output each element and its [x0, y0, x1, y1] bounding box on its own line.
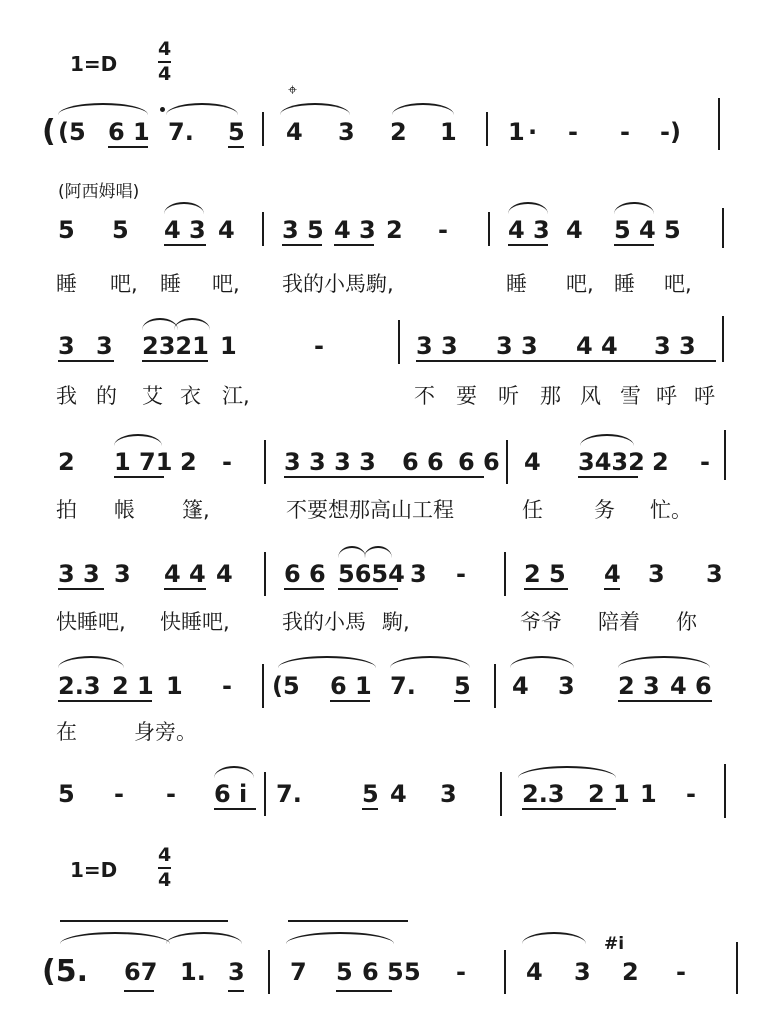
note: 4 — [604, 560, 621, 588]
lyric: 那 — [540, 384, 561, 408]
note: 6 6 — [284, 560, 326, 588]
note: 1 — [640, 780, 657, 808]
lyric: 駒, — [382, 610, 410, 634]
note: 3 — [574, 958, 591, 986]
lyric: 你 — [676, 610, 697, 634]
note: 4 4 — [164, 560, 206, 588]
note: - — [166, 780, 176, 808]
lyric: 在 — [56, 720, 77, 744]
note: 5 4 — [614, 216, 656, 244]
lyric: 艾 — [142, 384, 163, 408]
note: 4 — [566, 216, 583, 244]
note: 4 6 — [670, 672, 712, 700]
singer-label: (阿西姆唱) — [58, 182, 140, 202]
note: 3 — [96, 332, 113, 360]
note: 4 3 — [334, 216, 376, 244]
note: 2.3 — [58, 672, 101, 700]
note: 4 — [526, 958, 543, 986]
notation-row-4 — [0, 448, 772, 488]
lyric: 睡 — [56, 272, 77, 296]
note: 3 3 — [654, 332, 696, 360]
note: 2 1 — [112, 672, 154, 700]
notation-row-7 — [0, 780, 772, 820]
note: 1 — [166, 672, 183, 700]
key-signature-1 — [70, 38, 172, 85]
note: 3 — [440, 780, 457, 808]
note: 5654 — [338, 560, 405, 588]
note: (5 — [272, 672, 300, 700]
lyric: 忙。 — [650, 498, 692, 522]
lyric: 的 — [96, 384, 117, 408]
sharp-one: #i — [604, 934, 625, 954]
note: 5 — [362, 780, 379, 808]
note: - — [222, 672, 232, 700]
lyric: 吧, — [212, 272, 240, 296]
lyric: 快睡吧, — [56, 610, 126, 634]
lyric: 爷爷 — [520, 610, 562, 634]
lyric: 要 — [456, 384, 477, 408]
lyric: 睡 — [160, 272, 181, 296]
note: 4 — [524, 448, 541, 476]
lyric: 拍 — [56, 498, 77, 522]
note: 4 3 — [508, 216, 550, 244]
notation-row-6 — [0, 672, 772, 712]
note: - — [314, 332, 324, 360]
note: 2 — [622, 958, 639, 986]
note: 5 — [336, 958, 353, 986]
note: -) — [660, 118, 681, 146]
note: 1 71 — [114, 448, 173, 476]
note: 2 5 — [524, 560, 566, 588]
note: 3 — [410, 560, 427, 588]
key-label: 1=D — [70, 858, 118, 882]
note: 5 — [58, 780, 75, 808]
lyric: 江, — [222, 384, 250, 408]
note: 3 — [114, 560, 131, 588]
lyric: 务 — [594, 498, 615, 522]
note: 7. — [276, 780, 302, 808]
note: 2 — [386, 216, 403, 244]
note: 2 1 — [588, 780, 630, 808]
note: - — [686, 780, 696, 808]
note: 6 1 — [108, 118, 150, 146]
ts-top: 4 — [158, 844, 172, 866]
ts-bottom: 4 — [158, 869, 172, 891]
breath-mark: ⌖ — [288, 80, 298, 99]
note: 3 5 — [282, 216, 324, 244]
note: (5 — [58, 118, 86, 146]
note: 4 — [218, 216, 235, 244]
notation-row-1 — [0, 114, 772, 158]
note: - — [568, 118, 578, 146]
lyric: 我的小馬 — [282, 610, 366, 634]
notation-row-8 — [0, 954, 772, 998]
note: 1. — [180, 958, 206, 986]
note: 7 — [290, 958, 307, 986]
note: 4 4 — [576, 332, 618, 360]
note: 2 — [180, 448, 197, 476]
note: 4 — [390, 780, 407, 808]
lyric: 任 — [522, 498, 543, 522]
lyric: 听 — [498, 384, 519, 408]
note: 6 i — [214, 780, 248, 808]
note: - — [456, 958, 466, 986]
note: 1 — [220, 332, 237, 360]
note: 6 6 — [402, 448, 444, 476]
lyric: 呼 — [656, 384, 677, 408]
lyric: 快睡吧, — [160, 610, 230, 634]
note: - — [222, 448, 232, 476]
lyric: 不要想那高山工程 — [286, 498, 454, 522]
note: 4 3 — [164, 216, 206, 244]
note: 2 3 — [618, 672, 660, 700]
note: 7. — [168, 118, 194, 146]
note: 3 — [228, 958, 245, 986]
time-signature — [158, 40, 171, 84]
note: 5 — [58, 216, 75, 244]
note: 6 6 — [458, 448, 500, 476]
note: - — [114, 780, 124, 808]
lyric: 呼 — [694, 384, 715, 408]
lyric: 身旁。 — [134, 720, 197, 744]
note: 2.3 — [522, 780, 565, 808]
note: 3432 — [578, 448, 645, 476]
note: 6 1 — [330, 672, 372, 700]
notation-row-3 — [0, 332, 772, 372]
note: (5. — [42, 954, 88, 989]
note: - — [700, 448, 710, 476]
note: 3 — [706, 560, 723, 588]
note: 5 — [228, 118, 245, 146]
note: 1 — [508, 118, 525, 146]
lyric: 吧, — [664, 272, 692, 296]
note: 3 — [58, 332, 75, 360]
lyric: 风 — [580, 384, 601, 408]
note: 7. — [390, 672, 416, 700]
note: - — [438, 216, 448, 244]
note: 3 — [558, 672, 575, 700]
lyric: 衣 — [180, 384, 201, 408]
lyric: 吧, — [566, 272, 594, 296]
note: 5 — [454, 672, 471, 700]
lyric: 吧, — [110, 272, 138, 296]
note: - — [456, 560, 466, 588]
key-signature-2 — [70, 844, 172, 891]
note: - — [676, 958, 686, 986]
lyric: 我的小馬駒, — [282, 272, 394, 296]
note: 5 — [664, 216, 681, 244]
note: 2 — [390, 118, 407, 146]
note: · — [528, 118, 538, 146]
notation-row-2 — [0, 216, 772, 256]
paren-open: ( — [42, 114, 56, 149]
ts-top: 4 — [158, 38, 172, 60]
lyric: 睡 — [614, 272, 635, 296]
note: 4 — [216, 560, 233, 588]
note: 3 — [338, 118, 355, 146]
lyric: 陪着 — [598, 610, 640, 634]
lyric: 雪 — [620, 384, 641, 408]
note: 5 — [112, 216, 129, 244]
note: 6 5 — [362, 958, 404, 986]
note: 2 — [652, 448, 669, 476]
note: 4 — [512, 672, 529, 700]
note: 3 3 — [496, 332, 538, 360]
note: 3 3 3 3 — [284, 448, 376, 476]
note: 67 — [124, 958, 158, 986]
note: 5 — [404, 958, 421, 986]
note: 1 — [440, 118, 457, 146]
lyric: 我 — [56, 384, 77, 408]
note: 2321 — [142, 332, 209, 360]
note: 2 — [58, 448, 75, 476]
note: 3 3 — [58, 560, 100, 588]
lyric: 睡 — [506, 272, 527, 296]
note: 3 — [648, 560, 665, 588]
time-signature — [158, 846, 171, 890]
note: 4 — [286, 118, 303, 146]
note: 3 3 — [416, 332, 458, 360]
notation-row-5 — [0, 560, 772, 600]
ts-bottom: 4 — [158, 63, 172, 85]
key-label: 1=D — [70, 52, 118, 76]
note: - — [620, 118, 630, 146]
lyric: 帳 — [114, 498, 135, 522]
lyric: 不 — [414, 384, 435, 408]
lyric: 篷, — [182, 498, 210, 522]
